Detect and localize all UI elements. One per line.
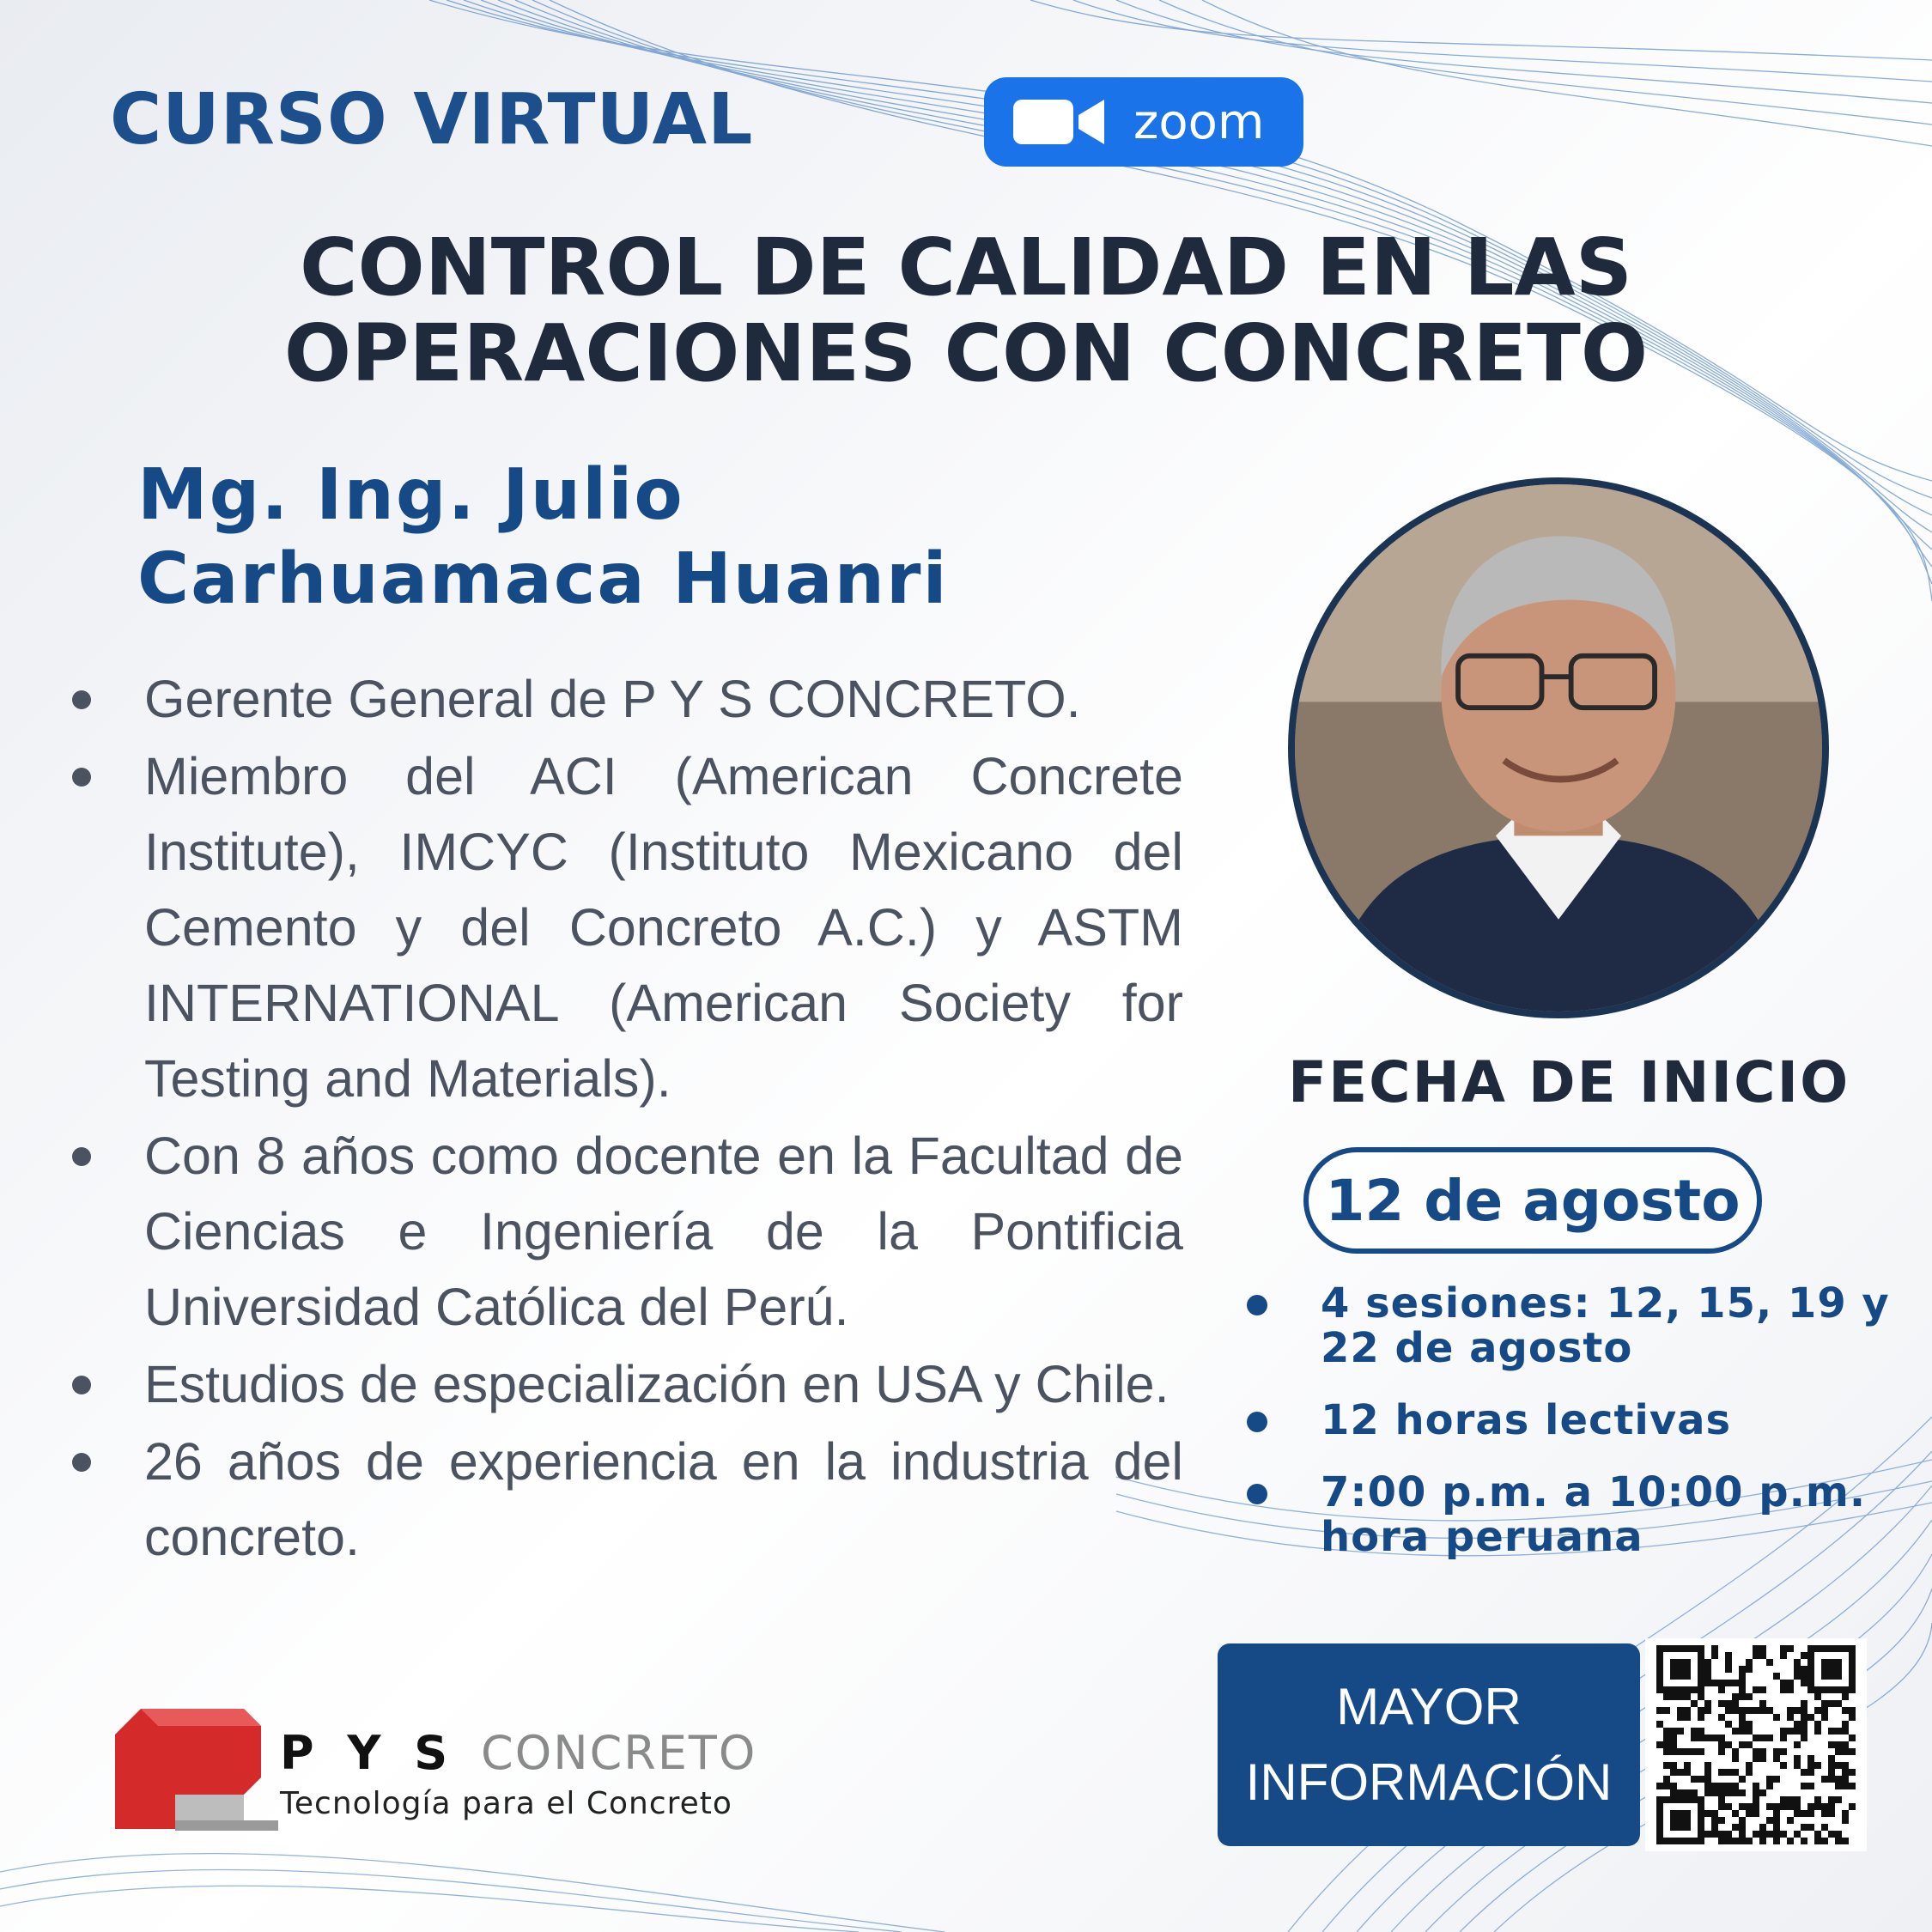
bullet-icon	[1247, 1412, 1267, 1432]
zoom-label: zoom	[1133, 94, 1265, 150]
instructor-name-line1: Mg. Ing. Julio	[137, 454, 684, 536]
bullet-icon	[72, 768, 91, 787]
brand-name: P Y S CONCRETO	[280, 1726, 757, 1780]
brand-tagline: Tecnología para el Concreto	[280, 1786, 732, 1821]
more-info-line1: MAYOR	[1336, 1678, 1522, 1735]
bio-item: 26 años de experiencia en la industria del concreto.	[67, 1424, 1183, 1575]
bullet-icon	[1247, 1295, 1267, 1315]
instructor-name-line2: Carhuamaca Huanri	[137, 538, 949, 620]
start-date-badge: 12 de agosto	[1303, 1147, 1762, 1254]
instructor-bio-list	[67, 661, 1183, 1577]
instructor-name	[137, 453, 1168, 622]
schedule-item: 12 horas lectivas	[1236, 1398, 1915, 1443]
instructor-photo	[1288, 477, 1829, 1018]
more-info-line2: INFORMACIÓN	[1245, 1753, 1613, 1811]
bio-item: Estudios de especialización en USA y Chile.	[67, 1346, 1183, 1422]
course-title	[0, 222, 1932, 399]
more-info-button[interactable]	[1218, 1643, 1640, 1846]
start-date-label: FECHA DE INICIO	[1288, 1049, 1850, 1115]
schedule-details-list	[1236, 1281, 1915, 1587]
bullet-icon	[72, 1147, 91, 1166]
bullet-icon	[72, 690, 91, 709]
qr-code-icon[interactable]	[1645, 1638, 1867, 1851]
bullet-icon	[1247, 1484, 1267, 1504]
instructor-portrait-illustration	[1295, 484, 1822, 1012]
bullet-icon	[72, 1376, 91, 1394]
bullet-icon	[72, 1453, 91, 1472]
zoom-badge	[984, 77, 1303, 167]
course-title-line2: OPERACIONES CON CONCRETO	[283, 307, 1649, 399]
schedule-item: 4 sesiones: 12, 15, 19 y 22 de agosto	[1236, 1281, 1915, 1370]
course-title-line1: CONTROL DE CALIDAD EN LAS	[300, 222, 1632, 313]
bio-item: Con 8 años como docente en la Facultad de Ciencias e Ingeniería de la Pontificia Universidad Católica del Perú.	[67, 1118, 1183, 1345]
schedule-item: 7:00 p.m. a 10:00 p.m. hora peruana	[1236, 1470, 1915, 1559]
bio-item: Miembro del ACI (American Concrete Institute), IMCYC (Instituto Mexicano del Cemento y del Concreto A.C.) y ASTM INTERNATIONAL (American Society for Testing and Materials).	[67, 738, 1183, 1116]
bio-item: Gerente General de P Y S CONCRETO.	[67, 661, 1183, 737]
course-type-label: CURSO VIRTUAL	[110, 79, 754, 161]
video-camera-icon	[1013, 96, 1106, 148]
